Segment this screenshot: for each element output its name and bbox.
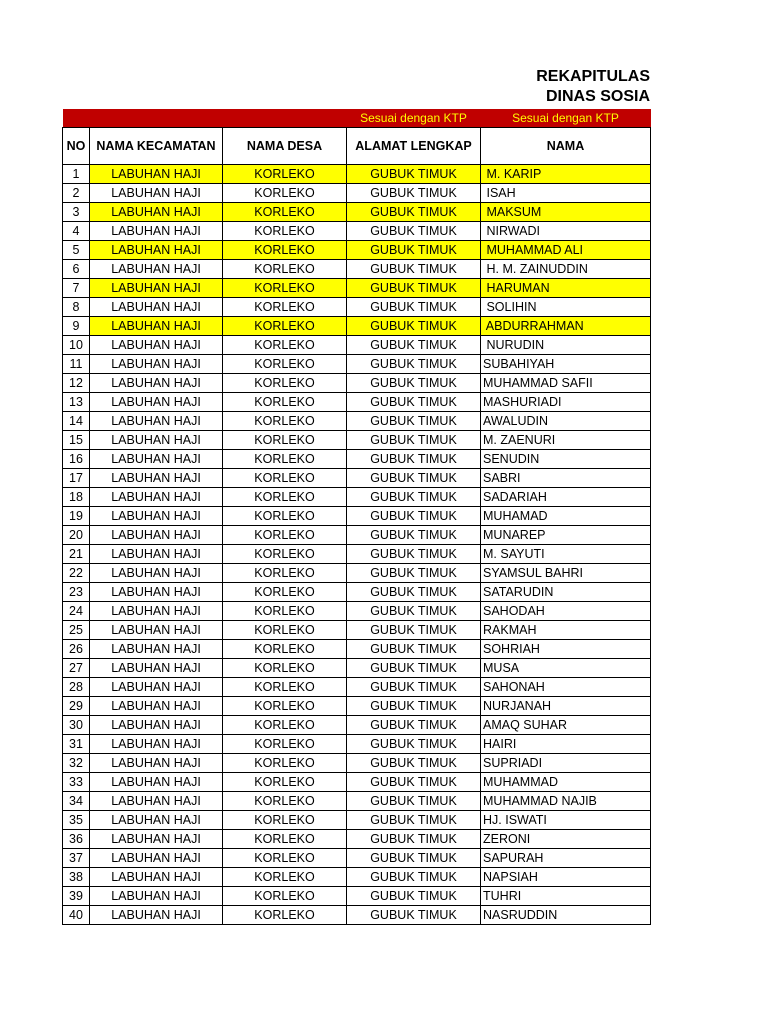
cell-alamat[interactable]: GUBUK TIMUK [347, 621, 481, 640]
cell-nama[interactable]: SOLIHIN [481, 298, 651, 317]
table-row [63, 279, 651, 298]
cell-alamat[interactable]: GUBUK TIMUK [347, 697, 481, 716]
table-row [63, 659, 651, 678]
cell-nama[interactable]: SABRI [481, 469, 651, 488]
banner-cell [90, 109, 223, 128]
cell-alamat[interactable]: GUBUK TIMUK [347, 906, 481, 925]
cell-nama[interactable]: SUBAHIYAH [481, 355, 651, 374]
cell-kecamatan[interactable]: LABUHAN HAJI [90, 260, 223, 279]
cell-alamat[interactable]: GUBUK TIMUK [347, 792, 481, 811]
cell-kecamatan[interactable]: LABUHAN HAJI [90, 697, 223, 716]
cell-alamat[interactable]: GUBUK TIMUK [347, 431, 481, 450]
cell-no[interactable]: 6 [63, 260, 90, 279]
cell-no[interactable]: 26 [63, 640, 90, 659]
cell-desa[interactable]: KORLEKO [223, 317, 347, 336]
cell-desa[interactable]: KORLEKO [223, 222, 347, 241]
cell-alamat[interactable]: GUBUK TIMUK [347, 165, 481, 184]
banner-note-alamat [347, 109, 481, 128]
cell-kecamatan[interactable]: LABUHAN HAJI [90, 849, 223, 868]
table-row [63, 374, 651, 393]
banner-cell [63, 109, 90, 128]
table-row [63, 564, 651, 583]
cell-kecamatan[interactable]: LABUHAN HAJI [90, 830, 223, 849]
table-row [63, 545, 651, 564]
cell-desa[interactable]: KORLEKO [223, 564, 347, 583]
cell-no[interactable]: 18 [63, 488, 90, 507]
cell-no[interactable]: 8 [63, 298, 90, 317]
cell-nama[interactable]: NURUDIN [481, 336, 651, 355]
table-row [63, 697, 651, 716]
table-row [63, 830, 651, 849]
cell-no[interactable]: 13 [63, 393, 90, 412]
table-row [63, 640, 651, 659]
cell-kecamatan[interactable]: LABUHAN HAJI [90, 887, 223, 906]
cell-no[interactable]: 28 [63, 678, 90, 697]
table-row [63, 887, 651, 906]
cell-kecamatan[interactable]: LABUHAN HAJI [90, 545, 223, 564]
page-title-line-1: REKAPITULAS [536, 68, 650, 85]
table-row [63, 526, 651, 545]
cell-desa[interactable]: KORLEKO [223, 241, 347, 260]
cell-nama[interactable]: SAHODAH [481, 602, 651, 621]
cell-kecamatan[interactable]: LABUHAN HAJI [90, 355, 223, 374]
header-row [63, 128, 651, 165]
cell-alamat[interactable]: GUBUK TIMUK [347, 298, 481, 317]
cell-kecamatan[interactable]: LABUHAN HAJI [90, 621, 223, 640]
cell-no[interactable]: 37 [63, 849, 90, 868]
cell-no[interactable]: 5 [63, 241, 90, 260]
cell-nama[interactable]: MUHAMMAD SAFII [481, 374, 651, 393]
cell-desa[interactable]: KORLEKO [223, 602, 347, 621]
cell-alamat[interactable]: GUBUK TIMUK [347, 887, 481, 906]
cell-kecamatan[interactable]: LABUHAN HAJI [90, 811, 223, 830]
cell-kecamatan[interactable]: LABUHAN HAJI [90, 754, 223, 773]
cell-no[interactable]: 35 [63, 811, 90, 830]
cell-nama[interactable]: MUHAMMAD NAJIB [481, 792, 651, 811]
cell-no[interactable]: 33 [63, 773, 90, 792]
cell-alamat[interactable]: GUBUK TIMUK [347, 526, 481, 545]
cell-desa[interactable]: KORLEKO [223, 203, 347, 222]
cell-no[interactable]: 31 [63, 735, 90, 754]
column-header-no[interactable]: NO [63, 128, 90, 165]
cell-alamat[interactable]: GUBUK TIMUK [347, 222, 481, 241]
cell-desa[interactable]: KORLEKO [223, 545, 347, 564]
cell-nama[interactable]: MUHAMMAD [481, 773, 651, 792]
cell-kecamatan[interactable]: LABUHAN HAJI [90, 184, 223, 203]
cell-alamat[interactable]: GUBUK TIMUK [347, 279, 481, 298]
cell-alamat[interactable]: GUBUK TIMUK [347, 830, 481, 849]
cell-kecamatan[interactable]: LABUHAN HAJI [90, 868, 223, 887]
table-row [63, 336, 651, 355]
table-row [63, 602, 651, 621]
cell-kecamatan[interactable]: LABUHAN HAJI [90, 336, 223, 355]
cell-alamat[interactable]: GUBUK TIMUK [347, 450, 481, 469]
cell-alamat[interactable]: GUBUK TIMUK [347, 393, 481, 412]
cell-alamat[interactable]: GUBUK TIMUK [347, 640, 481, 659]
cell-kecamatan[interactable]: LABUHAN HAJI [90, 450, 223, 469]
cell-alamat[interactable]: GUBUK TIMUK [347, 716, 481, 735]
cell-nama[interactable]: M. SAYUTI [481, 545, 651, 564]
cell-no[interactable]: 11 [63, 355, 90, 374]
cell-kecamatan[interactable]: LABUHAN HAJI [90, 659, 223, 678]
cell-kecamatan[interactable]: LABUHAN HAJI [90, 431, 223, 450]
cell-alamat[interactable]: GUBUK TIMUK [347, 336, 481, 355]
cell-kecamatan[interactable]: LABUHAN HAJI [90, 640, 223, 659]
cell-kecamatan[interactable]: LABUHAN HAJI [90, 792, 223, 811]
cell-no[interactable]: 17 [63, 469, 90, 488]
cell-nama[interactable]: TUHRI [481, 887, 651, 906]
cell-no[interactable]: 3 [63, 203, 90, 222]
cell-kecamatan[interactable]: LABUHAN HAJI [90, 488, 223, 507]
cell-kecamatan[interactable]: LABUHAN HAJI [90, 526, 223, 545]
cell-nama[interactable]: RAKMAH [481, 621, 651, 640]
cell-nama[interactable]: SUPRIADI [481, 754, 651, 773]
cell-kecamatan[interactable]: LABUHAN HAJI [90, 583, 223, 602]
cell-no[interactable]: 15 [63, 431, 90, 450]
cell-nama[interactable]: MUNAREP [481, 526, 651, 545]
cell-desa[interactable]: KORLEKO [223, 754, 347, 773]
cell-no[interactable]: 25 [63, 621, 90, 640]
table-row [63, 754, 651, 773]
cell-kecamatan[interactable]: LABUHAN HAJI [90, 222, 223, 241]
cell-nama[interactable]: ABDURRAHMAN [481, 317, 651, 336]
cell-no[interactable]: 14 [63, 412, 90, 431]
cell-alamat[interactable]: GUBUK TIMUK [347, 868, 481, 887]
cell-desa[interactable]: KORLEKO [223, 659, 347, 678]
cell-desa[interactable]: KORLEKO [223, 868, 347, 887]
cell-nama[interactable]: NAPSIAH [481, 868, 651, 887]
cell-nama[interactable]: NIRWADI [481, 222, 651, 241]
cell-nama[interactable]: HAIRI [481, 735, 651, 754]
cell-nama[interactable]: SAHONAH [481, 678, 651, 697]
table-row [63, 621, 651, 640]
cell-nama[interactable]: NURJANAH [481, 697, 651, 716]
banner-note-nama-text: Sesuai dengan KTP [512, 111, 619, 125]
cell-alamat[interactable]: GUBUK TIMUK [347, 317, 481, 336]
cell-alamat[interactable]: GUBUK TIMUK [347, 241, 481, 260]
table-row [63, 906, 651, 925]
cell-no[interactable]: 21 [63, 545, 90, 564]
page-title-line-2: DINAS SOSIA [545, 88, 650, 105]
cell-no[interactable]: 16 [63, 450, 90, 469]
table-row [63, 393, 651, 412]
cell-nama[interactable]: MUHAMAD [481, 507, 651, 526]
cell-no[interactable]: 34 [63, 792, 90, 811]
cell-nama[interactable]: MASHURIADI [481, 393, 651, 412]
cell-desa[interactable]: KORLEKO [223, 526, 347, 545]
table-row [63, 868, 651, 887]
cell-nama[interactable]: H. M. ZAINUDDIN [481, 260, 651, 279]
cell-no[interactable]: 12 [63, 374, 90, 393]
cell-no[interactable]: 24 [63, 602, 90, 621]
cell-kecamatan[interactable]: LABUHAN HAJI [90, 374, 223, 393]
cell-nama[interactable]: AWALUDIN [481, 412, 651, 431]
cell-no[interactable]: 20 [63, 526, 90, 545]
cell-nama[interactable]: MUHAMMAD ALI [481, 241, 651, 260]
cell-no[interactable]: 19 [63, 507, 90, 526]
table-row [63, 355, 651, 374]
cell-no[interactable]: 2 [63, 184, 90, 203]
cell-desa[interactable]: KORLEKO [223, 621, 347, 640]
cell-kecamatan[interactable]: LABUHAN HAJI [90, 906, 223, 925]
cell-alamat[interactable]: GUBUK TIMUK [347, 564, 481, 583]
cell-desa[interactable]: KORLEKO [223, 792, 347, 811]
cell-nama[interactable]: ISAH [481, 184, 651, 203]
banner-cell [223, 109, 347, 128]
cell-alamat[interactable]: GUBUK TIMUK [347, 811, 481, 830]
cell-nama[interactable]: SOHRIAH [481, 640, 651, 659]
cell-no[interactable]: 39 [63, 887, 90, 906]
table-row [63, 849, 651, 868]
cell-nama[interactable]: ZERONI [481, 830, 651, 849]
cell-desa[interactable]: KORLEKO [223, 355, 347, 374]
cell-alamat[interactable]: GUBUK TIMUK [347, 735, 481, 754]
table-row [63, 298, 651, 317]
cell-desa[interactable]: KORLEKO [223, 735, 347, 754]
banner-note-nama [481, 109, 651, 128]
cell-desa[interactable]: KORLEKO [223, 849, 347, 868]
table-row [63, 773, 651, 792]
cell-alamat[interactable]: GUBUK TIMUK [347, 583, 481, 602]
cell-no[interactable]: 40 [63, 906, 90, 925]
cell-no[interactable]: 1 [63, 165, 90, 184]
cell-alamat[interactable]: GUBUK TIMUK [347, 355, 481, 374]
table-row [63, 203, 651, 222]
cell-kecamatan[interactable]: LABUHAN HAJI [90, 469, 223, 488]
cell-no[interactable]: 38 [63, 868, 90, 887]
table-row [63, 260, 651, 279]
table-row [63, 241, 651, 260]
cell-kecamatan[interactable]: LABUHAN HAJI [90, 279, 223, 298]
cell-nama[interactable]: SADARIAH [481, 488, 651, 507]
cell-kecamatan[interactable]: LABUHAN HAJI [90, 317, 223, 336]
cell-alamat[interactable]: GUBUK TIMUK [347, 507, 481, 526]
cell-desa[interactable]: KORLEKO [223, 697, 347, 716]
cell-desa[interactable]: KORLEKO [223, 811, 347, 830]
cell-nama[interactable]: MAKSUM [481, 203, 651, 222]
column-header-alamat[interactable]: ALAMAT LENGKAP [347, 128, 481, 165]
cell-nama[interactable]: SATARUDIN [481, 583, 651, 602]
table-row [63, 811, 651, 830]
table-row [63, 716, 651, 735]
cell-no[interactable]: 29 [63, 697, 90, 716]
cell-desa[interactable]: KORLEKO [223, 165, 347, 184]
cell-nama[interactable]: M. KARIP [481, 165, 651, 184]
table-row [63, 469, 651, 488]
cell-desa[interactable]: KORLEKO [223, 469, 347, 488]
cell-no[interactable]: 7 [63, 279, 90, 298]
column-header-kecamatan[interactable]: NAMA KECAMATAN [90, 128, 223, 165]
cell-kecamatan[interactable]: LABUHAN HAJI [90, 678, 223, 697]
cell-no[interactable]: 23 [63, 583, 90, 602]
cell-nama[interactable]: AMAQ SUHAR [481, 716, 651, 735]
table-row [63, 678, 651, 697]
table-row [63, 735, 651, 754]
cell-alamat[interactable]: GUBUK TIMUK [347, 678, 481, 697]
table-row [63, 488, 651, 507]
cell-kecamatan[interactable]: LABUHAN HAJI [90, 298, 223, 317]
cell-kecamatan[interactable]: LABUHAN HAJI [90, 203, 223, 222]
cell-desa[interactable]: KORLEKO [223, 374, 347, 393]
cell-alamat[interactable]: GUBUK TIMUK [347, 203, 481, 222]
cell-kecamatan[interactable]: LABUHAN HAJI [90, 602, 223, 621]
cell-desa[interactable]: KORLEKO [223, 412, 347, 431]
cell-desa[interactable]: KORLEKO [223, 260, 347, 279]
cell-no[interactable]: 10 [63, 336, 90, 355]
cell-alamat[interactable]: GUBUK TIMUK [347, 412, 481, 431]
cell-desa[interactable]: KORLEKO [223, 583, 347, 602]
cell-desa[interactable]: KORLEKO [223, 298, 347, 317]
cell-alamat[interactable]: GUBUK TIMUK [347, 469, 481, 488]
cell-no[interactable]: 22 [63, 564, 90, 583]
cell-kecamatan[interactable]: LABUHAN HAJI [90, 773, 223, 792]
cell-kecamatan[interactable]: LABUHAN HAJI [90, 735, 223, 754]
cell-desa[interactable]: KORLEKO [223, 393, 347, 412]
cell-nama[interactable]: SENUDIN [481, 450, 651, 469]
cell-desa[interactable]: KORLEKO [223, 507, 347, 526]
cell-alamat[interactable]: GUBUK TIMUK [347, 488, 481, 507]
cell-nama[interactable]: HJ. ISWATI [481, 811, 651, 830]
cell-alamat[interactable]: GUBUK TIMUK [347, 602, 481, 621]
cell-nama[interactable]: HARUMAN [481, 279, 651, 298]
banner-note-alamat-text: Sesuai dengan KTP [360, 111, 467, 125]
cell-kecamatan[interactable]: LABUHAN HAJI [90, 507, 223, 526]
cell-no[interactable]: 36 [63, 830, 90, 849]
cell-no[interactable]: 9 [63, 317, 90, 336]
cell-kecamatan[interactable]: LABUHAN HAJI [90, 393, 223, 412]
cell-alamat[interactable]: GUBUK TIMUK [347, 754, 481, 773]
cell-desa[interactable]: KORLEKO [223, 488, 347, 507]
cell-nama[interactable]: NASRUDDIN [481, 906, 651, 925]
column-header-nama[interactable]: NAMA [481, 128, 651, 165]
table-row [63, 792, 651, 811]
cell-desa[interactable]: KORLEKO [223, 906, 347, 925]
table-row [63, 507, 651, 526]
cell-alamat[interactable]: GUBUK TIMUK [347, 773, 481, 792]
cell-desa[interactable]: KORLEKO [223, 184, 347, 203]
cell-desa[interactable]: KORLEKO [223, 716, 347, 735]
cell-no[interactable]: 30 [63, 716, 90, 735]
cell-alamat[interactable]: GUBUK TIMUK [347, 545, 481, 564]
cell-desa[interactable]: KORLEKO [223, 336, 347, 355]
cell-alamat[interactable]: GUBUK TIMUK [347, 260, 481, 279]
cell-desa[interactable]: KORLEKO [223, 640, 347, 659]
cell-desa[interactable]: KORLEKO [223, 887, 347, 906]
table-row [63, 222, 651, 241]
table-row [63, 583, 651, 602]
column-header-desa[interactable]: NAMA DESA [223, 128, 347, 165]
table-row [63, 165, 651, 184]
cell-desa[interactable]: KORLEKO [223, 678, 347, 697]
table-row [63, 317, 651, 336]
cell-alamat[interactable]: GUBUK TIMUK [347, 374, 481, 393]
cell-alamat[interactable]: GUBUK TIMUK [347, 849, 481, 868]
cell-desa[interactable]: KORLEKO [223, 773, 347, 792]
cell-desa[interactable]: KORLEKO [223, 431, 347, 450]
cell-alamat[interactable]: GUBUK TIMUK [347, 184, 481, 203]
table-row [63, 412, 651, 431]
cell-desa[interactable]: KORLEKO [223, 279, 347, 298]
table-row [63, 431, 651, 450]
table-row [63, 450, 651, 469]
cell-alamat[interactable]: GUBUK TIMUK [347, 659, 481, 678]
cell-kecamatan[interactable]: LABUHAN HAJI [90, 241, 223, 260]
cell-nama[interactable]: SYAMSUL BAHRI [481, 564, 651, 583]
cell-desa[interactable]: KORLEKO [223, 830, 347, 849]
table-row [63, 184, 651, 203]
cell-no[interactable]: 4 [63, 222, 90, 241]
cell-no[interactable]: 32 [63, 754, 90, 773]
cell-nama[interactable]: SAPURAH [481, 849, 651, 868]
cell-desa[interactable]: KORLEKO [223, 450, 347, 469]
header-banner [63, 109, 651, 128]
cell-no[interactable]: 27 [63, 659, 90, 678]
recap-table [62, 109, 651, 925]
cell-kecamatan[interactable]: LABUHAN HAJI [90, 412, 223, 431]
cell-kecamatan[interactable]: LABUHAN HAJI [90, 564, 223, 583]
cell-nama[interactable]: M. ZAENURI [481, 431, 651, 450]
cell-kecamatan[interactable]: LABUHAN HAJI [90, 716, 223, 735]
cell-kecamatan[interactable]: LABUHAN HAJI [90, 165, 223, 184]
cell-nama[interactable]: MUSA [481, 659, 651, 678]
